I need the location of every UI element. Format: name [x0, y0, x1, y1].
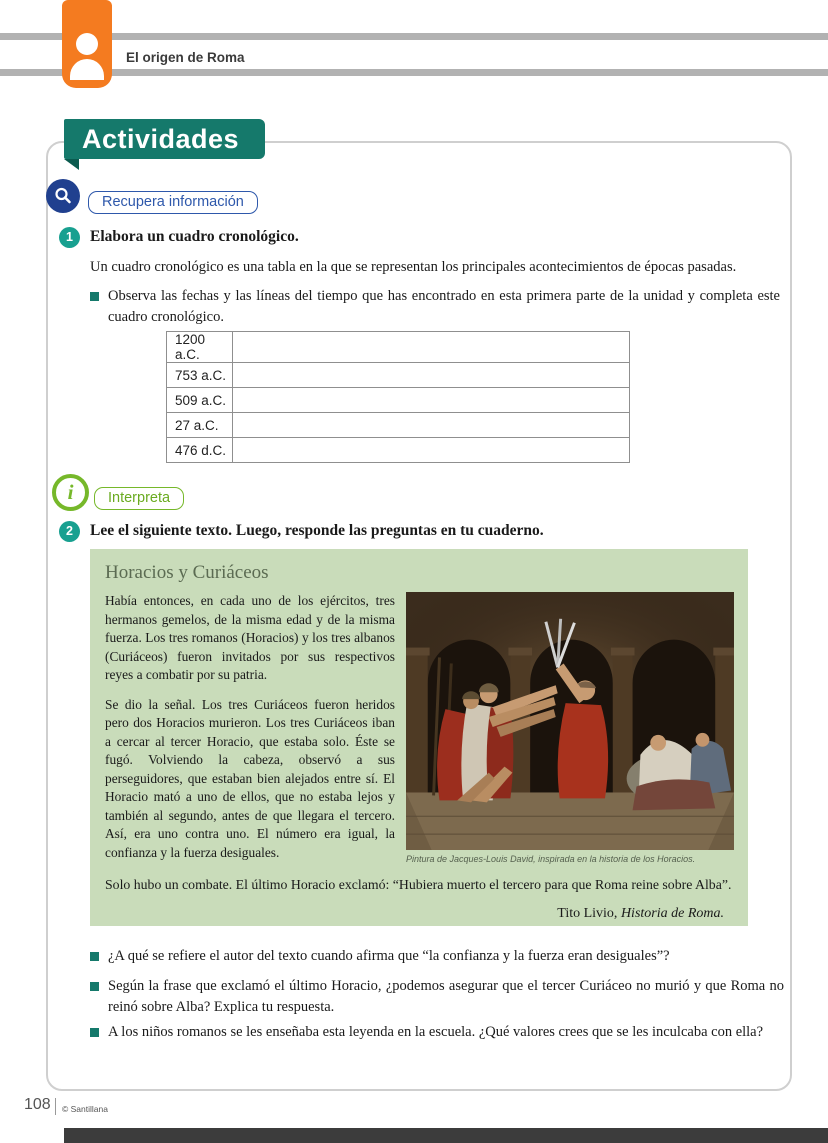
table-cell-empty	[233, 388, 630, 413]
item-number-1: 1	[59, 227, 80, 248]
bullet-square-icon	[90, 982, 99, 991]
info-icon: i	[52, 474, 89, 511]
table-row	[167, 332, 630, 363]
reading-panel	[90, 549, 748, 926]
item-2-title: Lee el siguiente texto. Luego, responde las preguntas en tu cuaderno.	[90, 522, 544, 539]
question-item: A los niños romanos se les enseñaba esta leyenda en la escuela. ¿Qué valores crees que se les inculcaba con ella?	[90, 1022, 784, 1043]
table-row	[167, 388, 630, 413]
reading-source: Tito Livio, Historia de Roma.	[557, 906, 724, 922]
bullet-square-icon	[90, 1028, 99, 1037]
table-cell-date: 1200 a.C.	[167, 332, 233, 363]
footer-divider	[55, 1098, 56, 1115]
magnifier-icon	[46, 179, 80, 213]
copyright: © Santillana	[62, 1104, 108, 1114]
activities-banner	[64, 119, 265, 159]
reading-figure	[406, 592, 734, 873]
table-cell-date: 753 a.C.	[167, 363, 233, 388]
question-item: Según la frase que exclamó el último Horacio, ¿podemos asegurar que el tercer Curiáceo no murió y que Roma no reinó sobre Alba? Explica tu respuesta.	[90, 976, 784, 1017]
bullet-square-icon	[90, 292, 99, 301]
table-row	[167, 413, 630, 438]
chapter-title: El origen de Roma	[126, 50, 245, 65]
chronology-table	[166, 331, 630, 463]
chapter-tab	[62, 0, 112, 88]
activities-banner-label: Actividades	[82, 124, 240, 154]
reading-paragraph: Había entonces, en cada uno de los ejércitos, tres hermanos gemelos, de la misma edad y de la misma fuerza. Los tres romanos (Horacios) y los tres albanos (Curiáceos) fueron invitados por sus respectivos reyes a combatir por su patria.	[105, 593, 395, 682]
header-rule-top	[0, 33, 828, 40]
question-item: ¿A qué se refiere el autor del texto cuando afirma que “la confianza y la fuerza eran desiguales”?	[90, 946, 784, 967]
section-tag-recupera: Recupera información	[88, 191, 258, 214]
table-cell-empty	[233, 363, 630, 388]
image-caption: Pintura de Jacques-Louis David, inspirada en la historia de los Horacios.	[406, 854, 696, 864]
item-1-intro: Un cuadro cronológico es una tabla en la que se representan los principales acontecimientos de épocas pasadas.	[90, 259, 737, 275]
table-cell-date: 476 d.C.	[167, 438, 233, 463]
footer-bar	[64, 1128, 828, 1143]
reading-paragraph: Solo hubo un combate. El último Horacio exclamó: “Hubiera muerto el tercero para que Roma reine sobre Alba”.	[105, 877, 732, 892]
table-row	[167, 363, 630, 388]
table-cell-date: 509 a.C.	[167, 388, 233, 413]
table-cell-empty	[233, 438, 630, 463]
item-1-bullet: Observa las fechas y las líneas del tiempo que has encontrado en esta primera parte de la unidad y completa este cuadro cronológico.	[90, 286, 780, 327]
reading-paragraph: Se dio la señal. Los tres Curiáceos fueron heridos pero dos Horacios murieron. Los tres Curiáceos iban a cercar al tercer Horacio, que estaba solo. Éste se fugó. Volviendo la cabeza, observó a sus perseguidores, que estaban bien alejados entre sí. El Horacio mató a uno de ellos, que no estaba lejos y también al segundo, antes de que llegara el tercero. Así, era uno contra uno. El número era igual, la confianza y la fuerza desiguales.	[105, 696, 395, 860]
reading-title: Horacios y Curiáceos	[105, 562, 269, 583]
page-number: 108	[24, 1096, 51, 1113]
bullet-square-icon	[90, 952, 99, 961]
table-cell-date: 27 a.C.	[167, 413, 233, 438]
table-cell-empty	[233, 413, 630, 438]
table-row	[167, 438, 630, 463]
header-rule-bottom	[0, 69, 828, 76]
reading-text-column	[105, 592, 395, 873]
item-1-title: Elabora un cuadro cronológico.	[90, 228, 299, 245]
item-number-2: 2	[59, 521, 80, 542]
section-tag-interpreta: Interpreta	[94, 487, 184, 510]
painting-illustration	[406, 592, 734, 850]
table-cell-empty	[233, 332, 630, 363]
